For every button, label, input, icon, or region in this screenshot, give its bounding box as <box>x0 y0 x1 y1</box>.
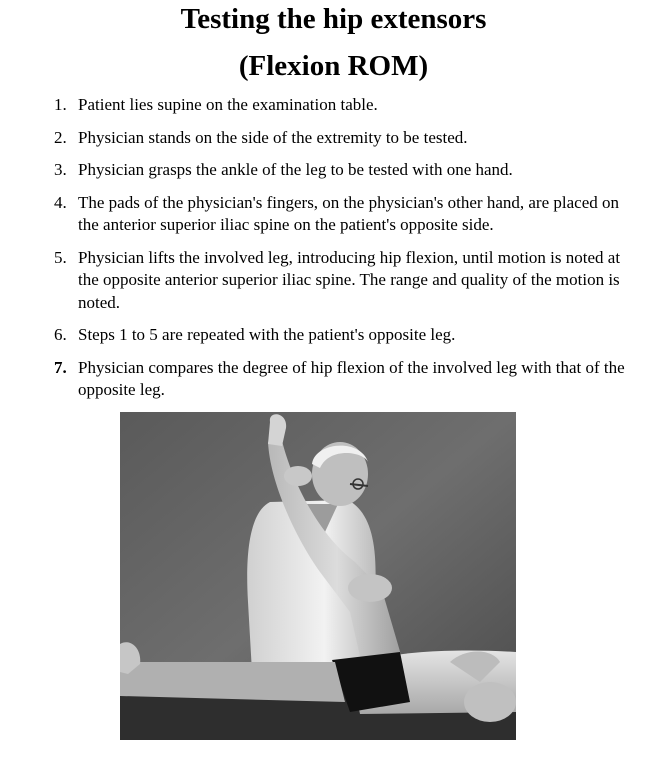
step-text: Steps 1 to 5 are repeated with the patient's opposite leg. <box>78 325 456 345</box>
step-item <box>0 127 667 149</box>
step-number: 6. <box>54 325 67 345</box>
step-number: 5. <box>54 248 67 268</box>
step-number: 7. <box>54 358 67 378</box>
step-text: Physician lifts the involved leg, introducing hip flexion, until motion is noted at the opposite anterior superior iliac spine. The range and quality of the motion is noted. <box>78 248 621 312</box>
step-text: Physician grasps the ankle of the leg to be tested with one hand. <box>78 160 513 180</box>
step-item <box>0 247 667 314</box>
step-text: The pads of the physician's fingers, on the physician's other hand, are placed on the anterior superior iliac spine on the patient's opposite side. <box>78 193 619 235</box>
step-text: Physician compares the degree of hip flexion of the involved leg with that of the opposite leg. <box>78 358 625 400</box>
step-number: 2. <box>54 127 67 147</box>
step-item <box>0 94 667 116</box>
examination-photo <box>120 412 516 740</box>
step-text: Physician stands on the side of the extremity to be tested. <box>78 127 468 147</box>
step-number: 3. <box>54 160 67 180</box>
step-item <box>0 357 667 402</box>
step-item <box>0 324 667 346</box>
step-text: Patient lies supine on the examination table. <box>78 95 378 114</box>
step-number: 4. <box>54 193 67 213</box>
steps-list <box>0 94 667 412</box>
page-title: Testing the hip extensors <box>180 3 487 35</box>
step-number: 1. <box>54 95 67 114</box>
step-item <box>0 159 667 181</box>
page-subtitle: (Flexion ROM) <box>238 50 429 82</box>
step-item <box>0 192 667 237</box>
